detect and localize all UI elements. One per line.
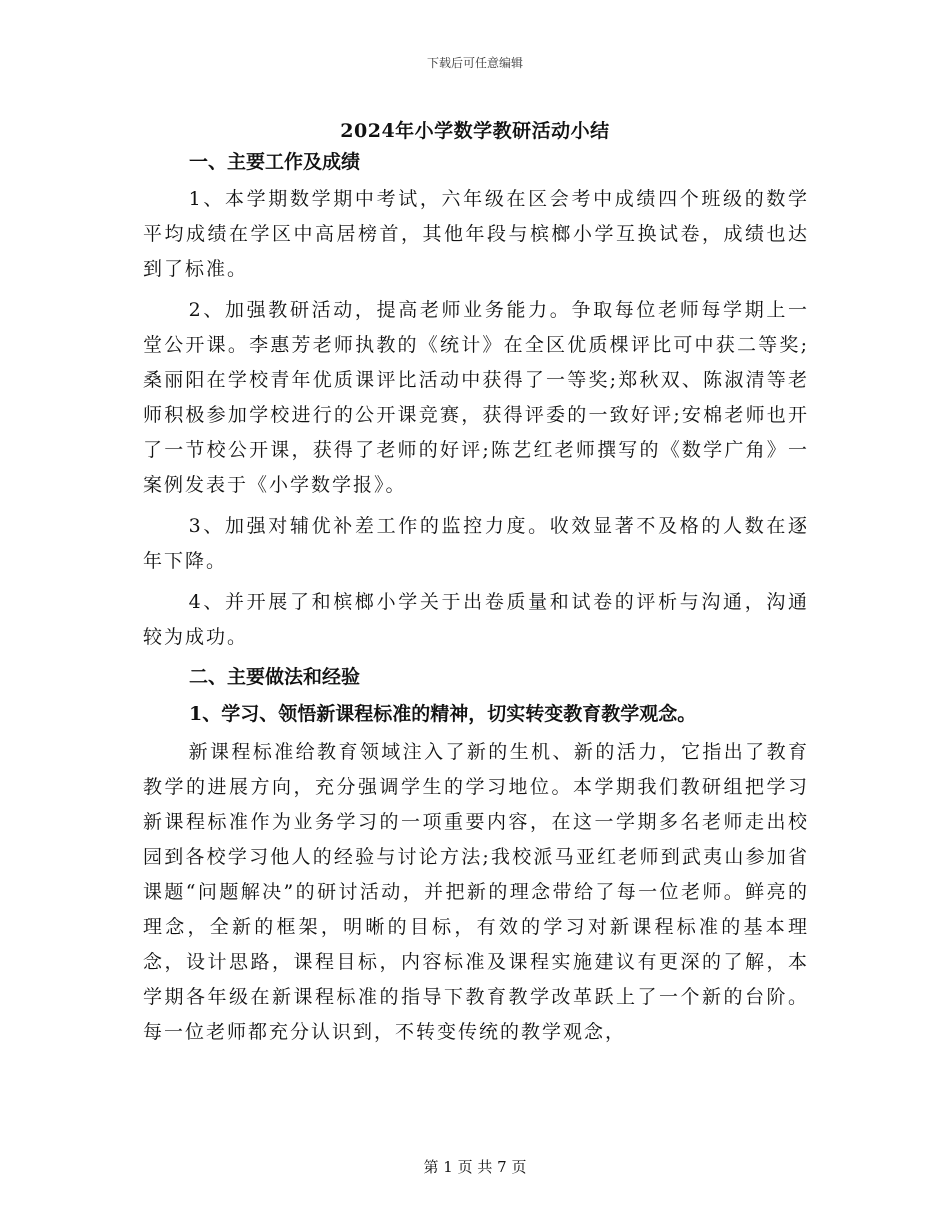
paragraph-teaching-research: 2、加强教研活动，提高老师业务能力。争取每位老师每学期上一堂公开课。李惠芳老师执教的《统计》在全区优质棵评比可中获二等奖;桑丽阳在学校青年优质课评比活动中获得了一等奖;郑秋双、陈淑清等老师积极参加学校进行的公开课竞赛，获得评委的一致好评;安棉老师也开了一节校公开课，获得了老师的好评;陈艺红老师撰写的《数学广角》一案例发表于《小学数学报》。: [143, 299, 809, 496]
page-footer: 第 1 页 共 7 页: [423, 1158, 527, 1176]
document-title: 2024年小学数学教研活动小结: [340, 120, 610, 142]
paragraph-tutoring: 3、加强对辅优补差工作的监控力度。收效显著不及格的人数在逐年下降。: [143, 515, 809, 572]
paragraph-curriculum-standards: 新课程标准给教育领域注入了新的生机、新的活力，它指出了教育教学的进展方向，充分强调学生的学习地位。本学期我们教研组把学习新课程标准作为业务学习的一项重要内容，在这一学期多名老师走出校园到各校学习他人的经验与讨论方法;我校派马亚红老师到武夷山参加省课题“问题解决”的研讨活动，并把新的理念带给了每一位老师。鲜亮的理念，全新的框架，明晰的目标，有效的学习对新课程标准的基本理念，设计思路，课程目标，内容标准及课程实施建议有更深的了解，本学期各年级在新课程标准的指导下教育教学改革跃上了一个新的台阶。每一位老师都充分认识到，不转变传统的教学观念，: [143, 741, 809, 1043]
paragraph-exchange: 4、并开展了和槟榔小学关于出卷质量和试卷的评析与沟通，沟通较为成功。: [143, 591, 809, 648]
header-note: 下载后可任意编辑: [426, 56, 523, 70]
document-body: [143, 146, 809, 1050]
section-heading-methods: 二、主要做法和经验: [189, 666, 361, 688]
section-heading-main-work: 一、主要工作及成绩: [189, 151, 361, 173]
subheading-curriculum-standards: 1、学习、领悟新课程标准的精神，切实转变教育教学观念。: [189, 703, 697, 725]
paragraph-exam-results: 1、本学期数学期中考试，六年级在区会考中成绩四个班级的数学平均成绩在学区中高居榜首，其他年段与槟榔小学互换试卷，成绩也达到了标准。: [143, 188, 809, 280]
